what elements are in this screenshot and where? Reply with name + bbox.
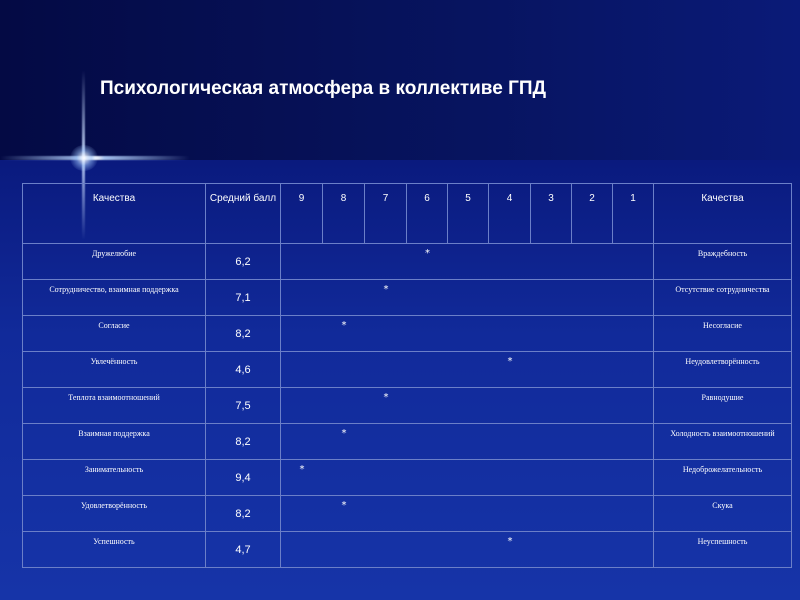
- table-row: [23, 460, 792, 496]
- header-score: 3: [531, 184, 572, 244]
- header-score: 1: [613, 184, 654, 244]
- table-header-row: [23, 184, 792, 244]
- quality-positive: Дружелюбие: [23, 244, 206, 280]
- quality-positive: Взаимная поддержка: [23, 424, 206, 460]
- average-score: 6,2: [206, 244, 281, 280]
- score-mark: *: [425, 248, 430, 259]
- slide-title: Психологическая атмосфера в коллективе ГПД: [100, 78, 547, 99]
- score-mark: *: [383, 392, 389, 403]
- header-score: 6: [407, 184, 448, 244]
- header-score: 2: [572, 184, 613, 244]
- average-score: 7,1: [206, 280, 281, 316]
- quality-negative: Отсутствие сотрудничества: [654, 280, 792, 316]
- score-marks-cell: [281, 424, 654, 460]
- quality-negative: Враждебность: [654, 244, 792, 280]
- score-marks-cell: [281, 280, 654, 316]
- table-row: [23, 496, 792, 532]
- quality-negative: Скука: [654, 496, 792, 532]
- quality-positive: Увлечённость: [23, 352, 206, 388]
- score-marks-cell: [281, 532, 654, 568]
- table-row: [23, 316, 792, 352]
- quality-positive: Успешность: [23, 532, 206, 568]
- average-score: 9,4: [206, 460, 281, 496]
- score-mark: *: [507, 356, 513, 367]
- header-score: 5: [448, 184, 489, 244]
- score-marks-cell: [281, 352, 654, 388]
- header-score: 8: [323, 184, 365, 244]
- average-score: 4,7: [206, 532, 281, 568]
- score-mark: *: [341, 320, 347, 331]
- score-mark: *: [341, 428, 347, 439]
- table-row: [23, 532, 792, 568]
- score-mark: *: [507, 536, 513, 547]
- score-marks-cell: [281, 244, 654, 280]
- score-marks-cell: [281, 316, 654, 352]
- header-score: 9: [281, 184, 323, 244]
- header-average: Средний балл: [206, 184, 281, 244]
- table-row: [23, 280, 792, 316]
- score-marks-cell: [281, 496, 654, 532]
- quality-positive: Согласие: [23, 316, 206, 352]
- score-marks-cell: [281, 388, 654, 424]
- quality-positive: Теплота взаимоотношений: [23, 388, 206, 424]
- average-score: 7,5: [206, 388, 281, 424]
- quality-positive: Удовлетворённость: [23, 496, 206, 532]
- header-left-quality: Качества: [23, 184, 206, 244]
- quality-negative: Равнодушие: [654, 388, 792, 424]
- average-score: 8,2: [206, 496, 281, 532]
- quality-negative: Неуспешность: [654, 532, 792, 568]
- score-mark: *: [299, 464, 305, 475]
- quality-positive: Занимательность: [23, 460, 206, 496]
- header-right-quality: Качества: [654, 184, 792, 244]
- header-score: 7: [365, 184, 407, 244]
- table-row: [23, 424, 792, 460]
- quality-negative: Несогласие: [654, 316, 792, 352]
- score-mark: *: [383, 284, 389, 295]
- score-marks-cell: [281, 460, 654, 496]
- header-score: 4: [489, 184, 531, 244]
- quality-negative: Недоброжелательность: [654, 460, 792, 496]
- rating-table: [22, 183, 792, 568]
- table-row: [23, 388, 792, 424]
- score-mark: *: [341, 500, 347, 511]
- table-row: [23, 244, 792, 280]
- average-score: 8,2: [206, 316, 281, 352]
- quality-positive: Сотрудничество, взаимная поддержка: [23, 280, 206, 316]
- quality-negative: Холодность взаимоотношений: [654, 424, 792, 460]
- average-score: 8,2: [206, 424, 281, 460]
- average-score: 4,6: [206, 352, 281, 388]
- table-row: [23, 352, 792, 388]
- lens-flare-core: [70, 145, 98, 171]
- quality-negative: Неудовлетворённость: [654, 352, 792, 388]
